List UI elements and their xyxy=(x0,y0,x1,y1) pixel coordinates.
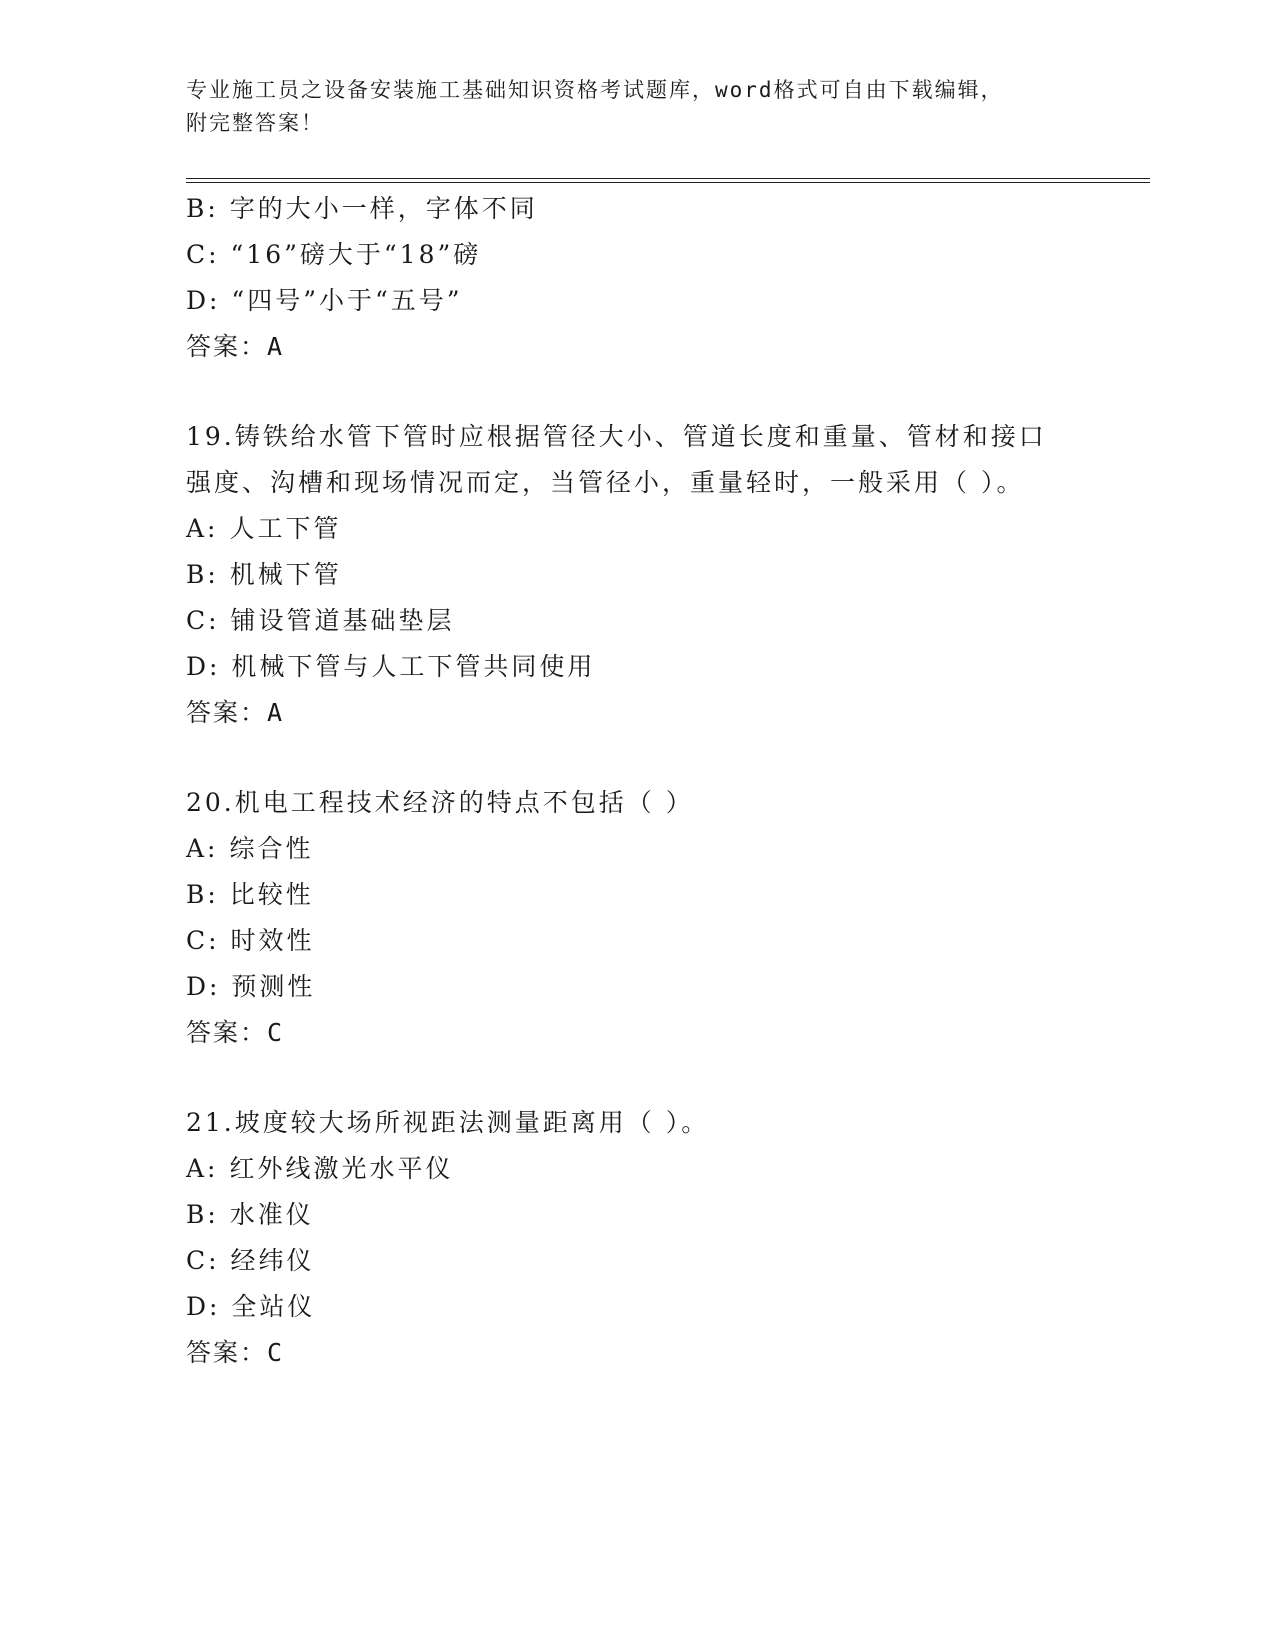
option-d: D: 预测性 xyxy=(186,972,316,1001)
question-20 xyxy=(186,780,1086,1056)
question-stem-line-1: 19.铸铁给水管下管时应根据管径大小、管道长度和重量、管材和接口 xyxy=(186,422,1047,451)
option-c: C: 经纬仪 xyxy=(186,1246,315,1275)
answer-line: 答案：A xyxy=(186,698,285,727)
question-21 xyxy=(186,1100,1086,1376)
option-b: B: 水准仪 xyxy=(186,1200,314,1229)
option-d: D: “四号”小于“五号” xyxy=(186,286,463,315)
question-18-partial xyxy=(186,186,1086,370)
question-stem xyxy=(186,414,1086,506)
header-line-2: 附完整答案！ xyxy=(186,111,324,135)
header-divider-bottom xyxy=(186,182,1150,183)
question-stem-line-2: 强度、沟槽和现场情况而定，当管径小，重量轻时，一般采用（ ）。 xyxy=(186,468,1025,497)
option-a: A: 综合性 xyxy=(186,834,314,863)
answer-line: 答案：A xyxy=(186,332,285,361)
option-c: C: 时效性 xyxy=(186,926,315,955)
question-list xyxy=(186,186,1086,1376)
option-a: A: 红外线激光水平仪 xyxy=(186,1154,454,1183)
option-a: A: 人工下管 xyxy=(186,514,342,543)
header-divider-top xyxy=(186,178,1150,179)
question-19 xyxy=(186,414,1086,736)
answer-line: 答案：C xyxy=(186,1018,285,1047)
option-b: B: 机械下管 xyxy=(186,560,342,589)
question-stem: 20.机电工程技术经济的特点不包括（ ） xyxy=(186,788,694,817)
option-d: D: 全站仪 xyxy=(186,1292,316,1321)
option-b: B: 字的大小一样，字体不同 xyxy=(186,194,538,223)
option-d: D: 机械下管与人工下管共同使用 xyxy=(186,652,596,681)
answer-line: 答案：C xyxy=(186,1338,285,1367)
document-header xyxy=(186,74,1086,140)
question-stem: 21.坡度较大场所视距法测量距离用（ ）。 xyxy=(186,1108,710,1137)
option-b: B: 比较性 xyxy=(186,880,314,909)
header-line-1: 专业施工员之设备安装施工基础知识资格考试题库，word格式可自由下载编辑， xyxy=(186,78,1004,102)
option-c: C: “16”磅大于“18”磅 xyxy=(186,240,482,269)
option-c: C: 铺设管道基础垫层 xyxy=(186,606,455,635)
